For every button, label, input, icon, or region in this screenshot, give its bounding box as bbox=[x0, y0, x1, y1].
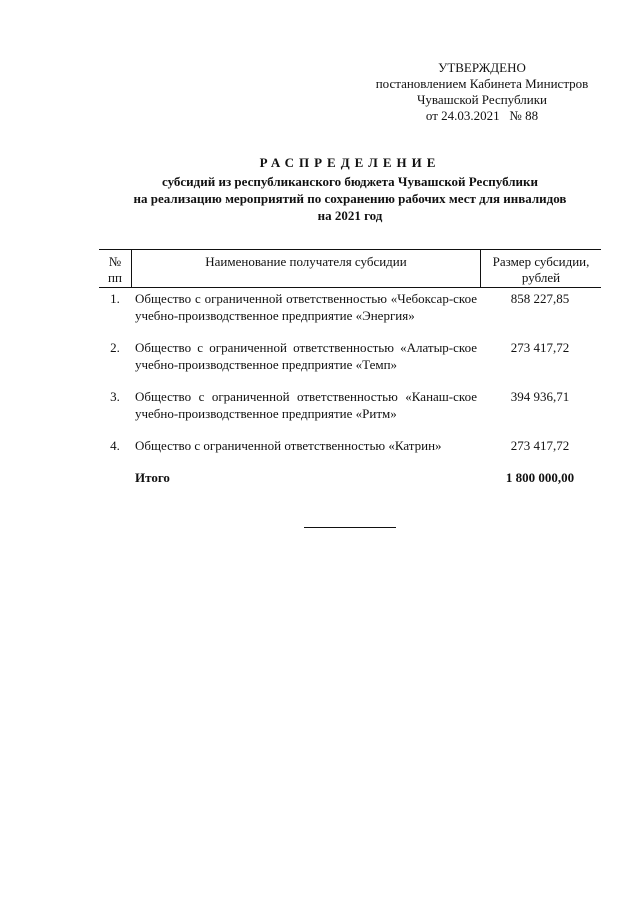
total-row bbox=[99, 467, 601, 486]
row-number: 3. bbox=[110, 389, 120, 404]
row-number: 4. bbox=[110, 438, 120, 453]
row-recipient: Общество с ограниченной ответственностью «Алатыр-ское учебно-производственное предприятие «Темп» bbox=[135, 340, 477, 372]
row-recipient: Общество с ограниченной ответственностью «Канаш-ское учебно-производственное предприятие «Ритм» bbox=[135, 389, 477, 421]
header-amount-line1: Размер субсидии, bbox=[492, 254, 590, 269]
table-row bbox=[99, 435, 601, 467]
row-number: 2. bbox=[110, 340, 120, 355]
title-line-2: на реализацию мероприятий по сохранению рабочих мест для инвалидов bbox=[133, 191, 567, 206]
title-line-1: субсидий из республиканского бюджета Чувашской Республики bbox=[161, 174, 539, 189]
row-amount: 394 936,71 bbox=[510, 389, 570, 404]
title-line-3: на 2021 год bbox=[317, 208, 383, 223]
end-divider bbox=[304, 527, 396, 528]
approval-republic: Чувашской Республики bbox=[416, 92, 548, 107]
approval-authority: постановлением Кабинета Министров bbox=[375, 76, 589, 91]
total-row-number bbox=[99, 467, 131, 486]
document-title bbox=[80, 154, 620, 224]
header-recipient-label: Наименование получателя субсидии bbox=[205, 254, 407, 269]
header-number-line2: пп bbox=[108, 270, 122, 285]
approval-stamp bbox=[352, 60, 612, 124]
table-header bbox=[99, 250, 601, 288]
row-amount: 858 227,85 bbox=[510, 291, 570, 306]
approval-label: УТВЕРЖДЕНО bbox=[438, 60, 526, 75]
row-number: 1. bbox=[110, 291, 120, 306]
header-recipient bbox=[132, 250, 481, 287]
header-number bbox=[99, 250, 132, 287]
approval-date-number: от 24.03.2021 № 88 bbox=[425, 108, 539, 123]
row-amount: 273 417,72 bbox=[510, 438, 570, 453]
title-heading: РАСПРЕДЕЛЕНИЕ bbox=[259, 155, 441, 170]
subsidy-table bbox=[99, 249, 601, 486]
row-amount: 273 417,72 bbox=[510, 340, 570, 355]
table-row bbox=[99, 288, 601, 337]
table-row bbox=[99, 337, 601, 386]
total-label: Итого bbox=[135, 470, 170, 485]
header-number-line1: № bbox=[108, 254, 122, 269]
total-amount: 1 800 000,00 bbox=[505, 470, 575, 485]
row-recipient: Общество с ограниченной ответственностью «Чебоксар-ское учебно-производственное предприятие «Энергия» bbox=[135, 291, 477, 323]
table-row bbox=[99, 386, 601, 435]
header-amount-line2: рублей bbox=[521, 270, 561, 285]
header-amount bbox=[481, 250, 601, 287]
row-recipient: Общество с ограниченной ответственностью «Катрин» bbox=[135, 438, 442, 453]
